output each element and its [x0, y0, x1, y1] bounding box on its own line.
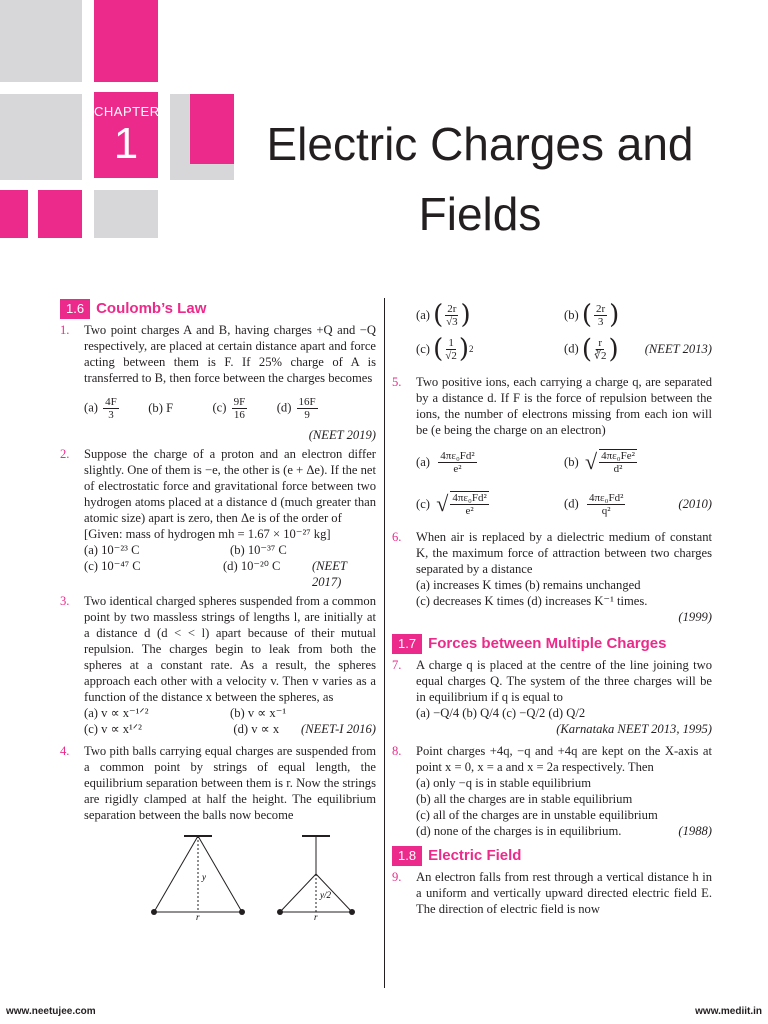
pith-ball [151, 909, 157, 915]
option-a: (a) v ∝ x⁻¹ᐟ² [84, 706, 149, 720]
question-text: A charge q is placed at the centre of the line joining two equal charges Q. The system of the three charges will be in equilibrium if q is equal to [416, 658, 712, 704]
question [60, 322, 376, 386]
question-text: Suppose the charge of a proton and an electron differ slightly. One of them is −e, the other is (e + Δe). If the net of electrostatic force and gravitational force between two hydrogen atoms placed at a distance d (much greater than atomic size) apart is zero, then Δe is of the order of [Given: mass of hydrogen mh = 1.67 × 10⁻²⁷ kg] [84, 447, 376, 541]
option-b: (b) 10⁻³⁷ C [230, 543, 287, 557]
question [392, 374, 712, 438]
question-source: (Karnataka NEET 2013, 1995) [556, 722, 712, 736]
question-text: Two positive ions, each carrying a charge q, are separated by a distance d. If F is the force of repulsion between the ions, the number of electrons missing from each ion will be (e being the charge on an electron) [416, 375, 712, 437]
option-row [84, 558, 376, 590]
option-a: (a) $\frac{4F}{3}$ [84, 395, 117, 421]
question-number: 7. [392, 658, 402, 672]
section-title: Electric Field [428, 847, 522, 864]
option-c: (c) decreases K times (d) increases K⁻¹ times. [416, 594, 648, 608]
question-source: (NEET 2019) [308, 428, 376, 442]
question-number: 9. [392, 870, 402, 884]
option-a: (a) increases K times (b) remains unchanged [416, 578, 641, 592]
option-a: (a) ( $\frac{2r}{√3}$ ) [416, 300, 471, 330]
section-header [392, 845, 712, 867]
question [60, 446, 376, 542]
chapter-label: CHAPTER [94, 104, 160, 119]
question-number: 6. [392, 530, 402, 544]
label-y-half: y/2 [320, 890, 331, 900]
question-number: 1. [60, 323, 70, 337]
question [392, 743, 712, 775]
label-r: r [196, 912, 200, 920]
svg-text:r: r [314, 912, 318, 920]
footer-left-url[interactable]: www.neetujee.com [6, 1006, 96, 1017]
pendulum-figure [84, 830, 374, 920]
question [392, 869, 712, 917]
question-source: (NEET 2017) [311, 559, 347, 589]
option-c: (c) $\frac{9F}{16}$ [212, 395, 246, 421]
option-d: (d) none of the charges is in equilibrium. [416, 824, 622, 838]
section-header [60, 298, 376, 320]
option-b: (b) v ∝ x⁻¹ [230, 706, 287, 720]
pith-ball [239, 909, 245, 915]
question [392, 657, 712, 705]
option-b: (b) all the charges are in stable equilibrium [416, 792, 633, 806]
question-number: 5. [392, 375, 402, 389]
question [392, 529, 712, 577]
question-text: Point charges +4q, −q and +4q are kept on the X-axis at point x = 0, x = a and x = 2a respectively. Then [416, 744, 712, 774]
right-column [392, 298, 712, 920]
question-source: (1988) [678, 824, 712, 838]
question-text: Two point charges A and B, having charges +Q and −Q respectively, are placed at certain distance apart and force acting between them is F. If 25% charge of A is transferred to B, then force between the charges becomes [84, 323, 376, 385]
question-source: (NEET-I 2016) [301, 722, 376, 736]
option-b: (b) √ $\frac{\text{4πε₀Fe²}}{\text{d²}}$ [564, 449, 635, 475]
option-c: (c) √ $\frac{\text{4πε₀Fd²}}{\text{e²}}$ [416, 491, 487, 517]
option-b: (b) ( $\frac{2r}{3}$ ) [564, 300, 620, 330]
option-d: (d) $\frac{16F}{9}$ [276, 395, 316, 421]
option-a: (a) $\frac{\text{4πε₀Fd²}}{\text{e²}}$ [416, 449, 475, 475]
option-row [84, 721, 376, 737]
question-source: (NEET 2013) [644, 342, 712, 356]
question-number: 3. [60, 594, 70, 608]
deco-square [0, 190, 28, 238]
question-text: Two identical charged spheres suspended from a common point by two massless strings of lengths l, are initially at a distance d (d < < l) apart because of their mutual repulsion. The charges begin to leak from both the spheres at a constant rate. As a result, the spheres approach each other with a velocity v. Then v varies as a function of the distance x between the spheres, as [84, 594, 376, 704]
deco-square [94, 190, 158, 238]
question-text: Two pith balls carrying equal charges are suspended from a common point by strings of equal length, the equilibrium separation between them is r. Now the strings are rigidly clamped at half the height. The equilibrium separation between the balls now become [84, 744, 376, 822]
question-text: When air is replaced by a dielectric medium of constant K, the maximum force of attraction between two charges separated by a distance [416, 530, 712, 576]
section-header [392, 633, 712, 655]
page-title-line1: Electric Charges and [266, 118, 694, 170]
option-c: (c) 10⁻⁴⁷ C [84, 559, 141, 573]
option-row: (a) −Q/4 (b) Q/4 (c) −Q/2 (d) Q/2 [416, 706, 586, 720]
option-grid [84, 705, 376, 721]
deco-square [94, 0, 158, 82]
question [60, 743, 376, 823]
question-source: (2010) [678, 497, 712, 511]
option-row [416, 332, 712, 366]
deco-square [0, 94, 82, 180]
question-number: 2. [60, 447, 70, 461]
option-row [416, 823, 712, 839]
section-number: 1.7 [392, 634, 422, 654]
section-number: 1.8 [392, 846, 422, 866]
option-d: (d) $\frac{\text{4πε₀Fd²}}{\text{q²}}$ (2010) [564, 491, 712, 517]
chapter-badge [94, 92, 158, 178]
option-row [416, 441, 712, 483]
page-title-line2: Fields [418, 188, 542, 240]
deco-square [0, 0, 82, 82]
option-c: (c) ( $\frac{1}{√2}$ ) 2 [416, 334, 474, 364]
option-a: (a) 10⁻²³ C [84, 543, 140, 557]
option-c: (c) all of the charges are in unstable equilibrium [416, 808, 658, 822]
option-row [416, 483, 712, 525]
question-number: 4. [60, 744, 70, 758]
option-d: (d) 10⁻²⁰ C [222, 559, 281, 573]
question-number: 8. [392, 744, 402, 758]
option-row [416, 298, 712, 332]
column-divider [384, 298, 385, 988]
section-title: Forces between Multiple Charges [428, 635, 667, 652]
option-c: (c) v ∝ x¹ᐟ² [84, 722, 142, 736]
section-number: 1.6 [60, 299, 90, 319]
question-source: (1999) [678, 610, 712, 624]
deco-square [38, 190, 82, 238]
section-title: Coulomb’s Law [96, 300, 207, 317]
option-b: (b) F [148, 401, 174, 415]
option-row [84, 389, 376, 427]
footer-right-url[interactable]: www.mediit.in [695, 1006, 762, 1017]
label-y: y [202, 872, 206, 882]
option-grid [84, 542, 376, 558]
deco-square [190, 94, 234, 164]
option-a: (a) only −q is in stable equilibrium [416, 776, 591, 790]
option-d: (d) v ∝ x [233, 722, 280, 736]
chapter-number: 1 [113, 119, 139, 168]
option-d: (d) ( $\frac{r}{∛2}$ ) (NEET 2013) [564, 334, 712, 364]
question [60, 593, 376, 705]
left-column [60, 298, 376, 924]
question-text: An electron falls from rest through a vertical distance h in a uniform and vertically upward directed electric field E. The direction of electric field is now [416, 870, 712, 916]
